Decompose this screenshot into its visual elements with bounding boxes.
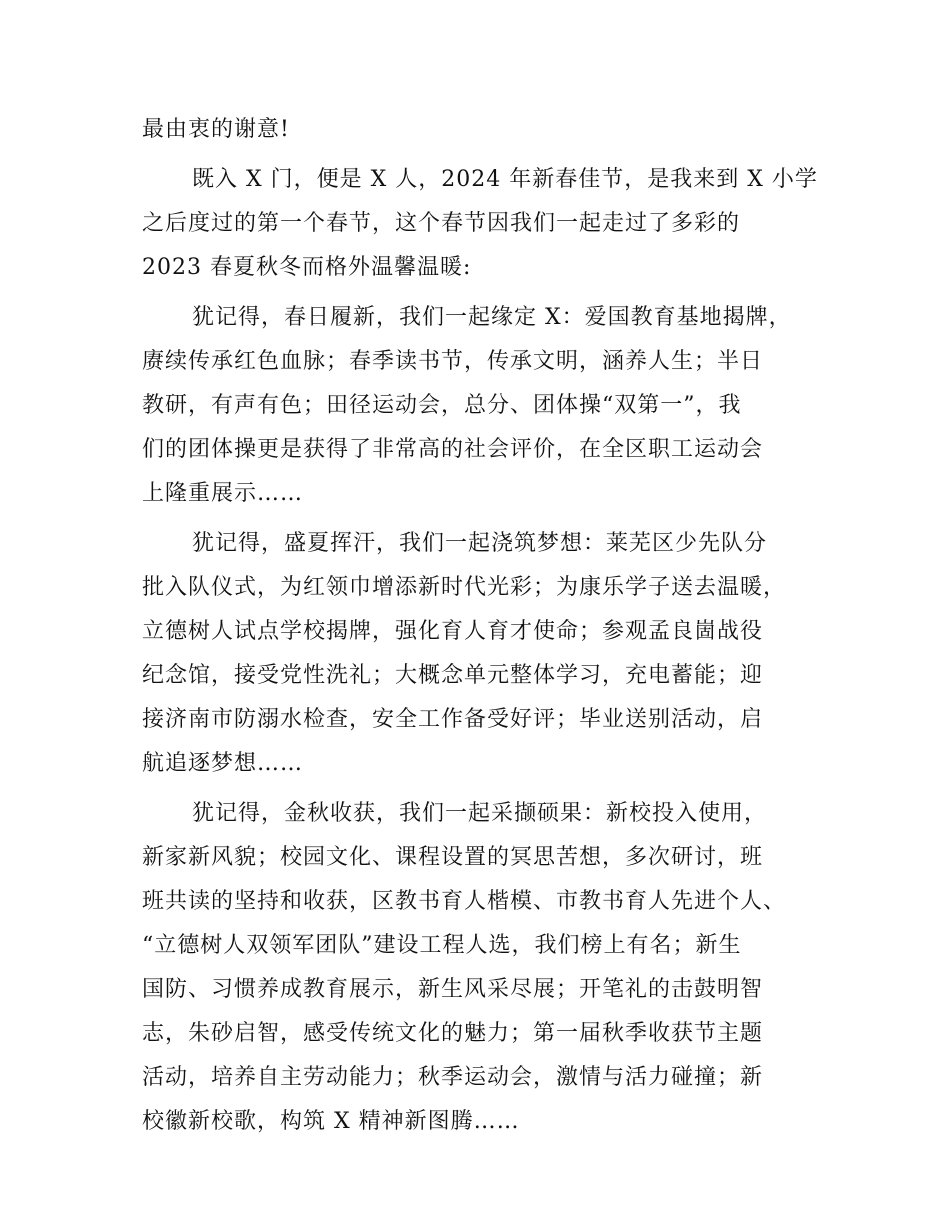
- text-line: 2023 春夏秋冬而格外温馨温暖:: [142, 255, 472, 280]
- paragraph-new-year-intro: [142, 158, 818, 290]
- text-line: 犹记得，盛夏挥汗，我们一起浇筑梦想：莱芜区少先队分: [192, 531, 768, 556]
- text-line: 航追逐梦想……: [142, 751, 304, 776]
- text-line: 立德树人试点学校揭牌，强化育人育才使命；参观孟良崮战役: [142, 619, 764, 644]
- paragraph-closing-thanks: [142, 108, 814, 152]
- text-line: 新家新风貌；校园文化、课程设置的冥思苦想，多次研讨，班: [142, 845, 764, 870]
- text-line: 教研，有声有色；田径运动会，总分、团体操“双第一”，我: [142, 393, 742, 418]
- paragraph-summer: [142, 522, 814, 786]
- text-line: 校徽新校歌，构筑 X 精神新图腾……: [142, 1109, 520, 1134]
- text-line: 班共读的坚持和收获，区教书育人楷模、市教书育人先进个人、: [142, 889, 787, 914]
- text-line: 犹记得，春日履新，我们一起缘定 X：爱国教育基地揭牌，: [192, 305, 792, 330]
- paragraph-autumn: [142, 792, 814, 1144]
- text-line: 上隆重展示……: [142, 481, 304, 506]
- document-body: [142, 108, 818, 1150]
- text-line: 批入队仪式，为红领巾增添新时代光彩；为康乐学子送去温暖，: [142, 575, 787, 600]
- text-line: 纪念馆，接受党性洗礼；大概念单元整体学习，充电蓄能；迎: [142, 663, 764, 688]
- text-line: 既入 X 门，便是 X 人，2024 年新春佳节，是我来到 X 小学: [192, 167, 818, 192]
- text-line: 志，朱砂启智，感受传统文化的魅力；第一届秋季收获节主题: [142, 1021, 764, 1046]
- text-line: 们的团体操更是获得了非常高的社会评价，在全区职工运动会: [142, 437, 764, 462]
- text-line: 最由衷的谢意!: [142, 117, 290, 142]
- paragraph-spring: [142, 296, 814, 516]
- text-line: “立德树人双领军团队”建设工程人选，我们榜上有名；新生: [142, 933, 742, 958]
- text-line: 之后度过的第一个春节，这个春节因我们一起走过了多彩的: [142, 211, 741, 236]
- text-line: 犹记得，金秋收获，我们一起采撷硕果：新校投入使用，: [192, 801, 768, 826]
- text-line: 国防、习惯养成教育展示，新生风采尽展；开笔礼的击鼓明智: [142, 977, 764, 1002]
- text-line: 活动，培养自主劳动能力；秋季运动会，激情与活力碰撞；新: [142, 1065, 764, 1090]
- text-line: 接济南市防溺水检查，安全工作备受好评；毕业送别活动，启: [142, 707, 764, 732]
- text-line: 赓续传承红色血脉；春季读书节，传承文明，涵养人生；半日: [142, 349, 764, 374]
